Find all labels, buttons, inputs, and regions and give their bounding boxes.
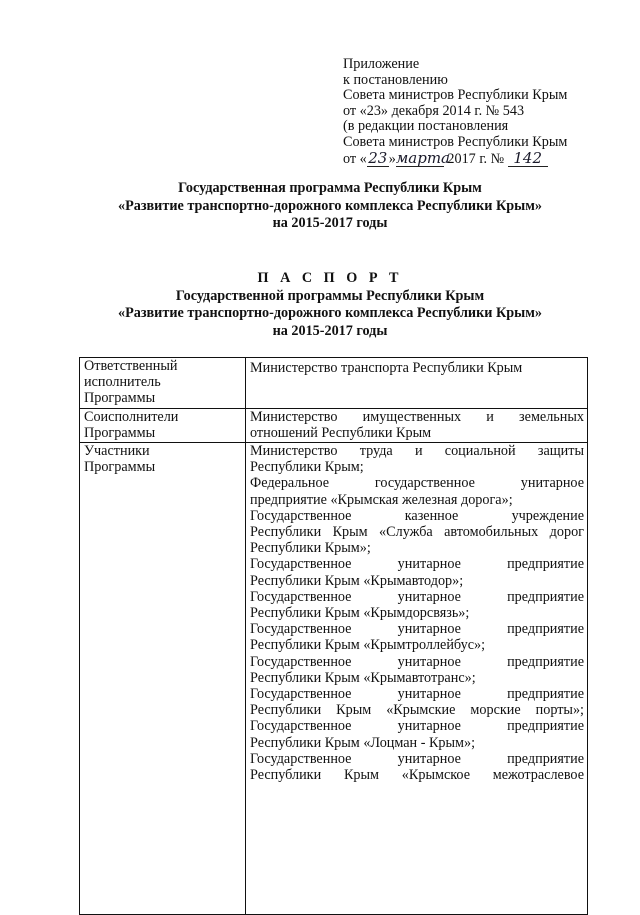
participant-line: Государственное унитарное предприятие [250, 556, 584, 573]
label-line: Программы [84, 424, 156, 441]
label-line: Программы [84, 390, 156, 407]
participant-line: Государственное унитарное предприятие [250, 588, 584, 605]
table-row [80, 358, 588, 409]
appendix-line: (в редакции постановления [343, 118, 509, 135]
passport-title-line: Государственной программы Республики Крым [175, 287, 485, 304]
passport-title [80, 270, 580, 340]
participant-line: Государственное унитарное предприятие [250, 653, 584, 670]
program-title-line: на 2015-2017 годы [272, 215, 388, 231]
date-prefix: от « [343, 150, 367, 167]
row-label [80, 358, 246, 409]
label-line: Ответственный [84, 358, 178, 374]
participant-line: Республики Крым «Лоцман - Крым»; [250, 734, 476, 751]
appendix-date-line [343, 148, 603, 168]
participant-line: Государственное унитарное предприятие [250, 686, 584, 703]
appendix-line: Приложение [343, 56, 420, 72]
row-value [246, 408, 588, 442]
passport-heading: П А С П О Р Т [257, 270, 403, 286]
label-line: Участники [84, 443, 150, 460]
participant-line: Государственное унитарное предприятие [250, 750, 584, 767]
appendix-line: Совета министров Республики Крым [343, 133, 568, 150]
participant-line: Государственное унитарное предприятие [250, 621, 584, 638]
participants-list [250, 443, 584, 913]
participant-line: Республики Крым»; [250, 540, 371, 557]
value-line: отношений Республики Крым [250, 424, 432, 441]
participant-line: Государственное унитарное предприятие [250, 718, 584, 735]
handwritten-month: марта [395, 148, 450, 167]
table-row [80, 443, 588, 915]
passport-title-line: на 2015-2017 годы [272, 322, 388, 339]
row-label [80, 408, 246, 442]
participant-line: Республики Крым; [250, 459, 364, 476]
participant-line: Министерство труда и социальной защиты [250, 443, 584, 460]
program-title [80, 180, 580, 233]
label-line: Программы [84, 459, 156, 476]
program-title-line: «Развитие транспортно-дорожного комплекса Республики Крым» [117, 197, 543, 214]
participant-line: Государственное казенное учреждение [250, 507, 584, 524]
participant-line: Республики Крым «Крымские морские порты»; [250, 702, 584, 719]
participant-line: предприятие «Крымская железная дорога»; [250, 491, 513, 508]
appendix-header [343, 57, 603, 167]
value-line: Министерство транспорта Республики Крым [250, 360, 523, 376]
participant-line: Республики Крым «Крымдорсвязь»; [250, 605, 470, 622]
passport-table [79, 357, 588, 915]
label-line: исполнитель [84, 374, 161, 391]
passport-title-line: «Развитие транспортно-дорожного комплекса Республики Крым» [117, 305, 543, 321]
appendix-line: от «23» декабря 2014 г. № 543 [343, 102, 525, 119]
row-value [246, 443, 588, 915]
date-quote: » [388, 150, 396, 167]
appendix-line: к постановлению [343, 71, 448, 88]
program-title-line: Государственная программа Республики Крым [178, 180, 482, 196]
row-value [246, 358, 588, 409]
label-line: Соисполнители [84, 408, 179, 425]
row-label [80, 443, 246, 915]
handwritten-number: 142 [508, 151, 548, 168]
participant-line: Федеральное государственное унитарное [250, 475, 584, 492]
value-line: Министерство имущественных и земельных [250, 408, 584, 425]
appendix-line: Совета министров Республики Крым [343, 87, 568, 104]
participant-line: Республики Крым «Крымавтотранс»; [250, 669, 476, 686]
participant-line: Республики Крым «Крымское межотраслевое [250, 767, 584, 784]
date-year: 2017 г. № [443, 150, 508, 167]
participant-line: Республики Крым «Служба автомобильных дорог [250, 524, 584, 541]
participant-line: Республики Крым «Крымтроллейбус»; [250, 637, 486, 654]
handwritten-day: 23 [368, 148, 388, 167]
table-row [80, 408, 588, 442]
participant-line: Республики Крым «Крымавтодор»; [250, 572, 464, 589]
